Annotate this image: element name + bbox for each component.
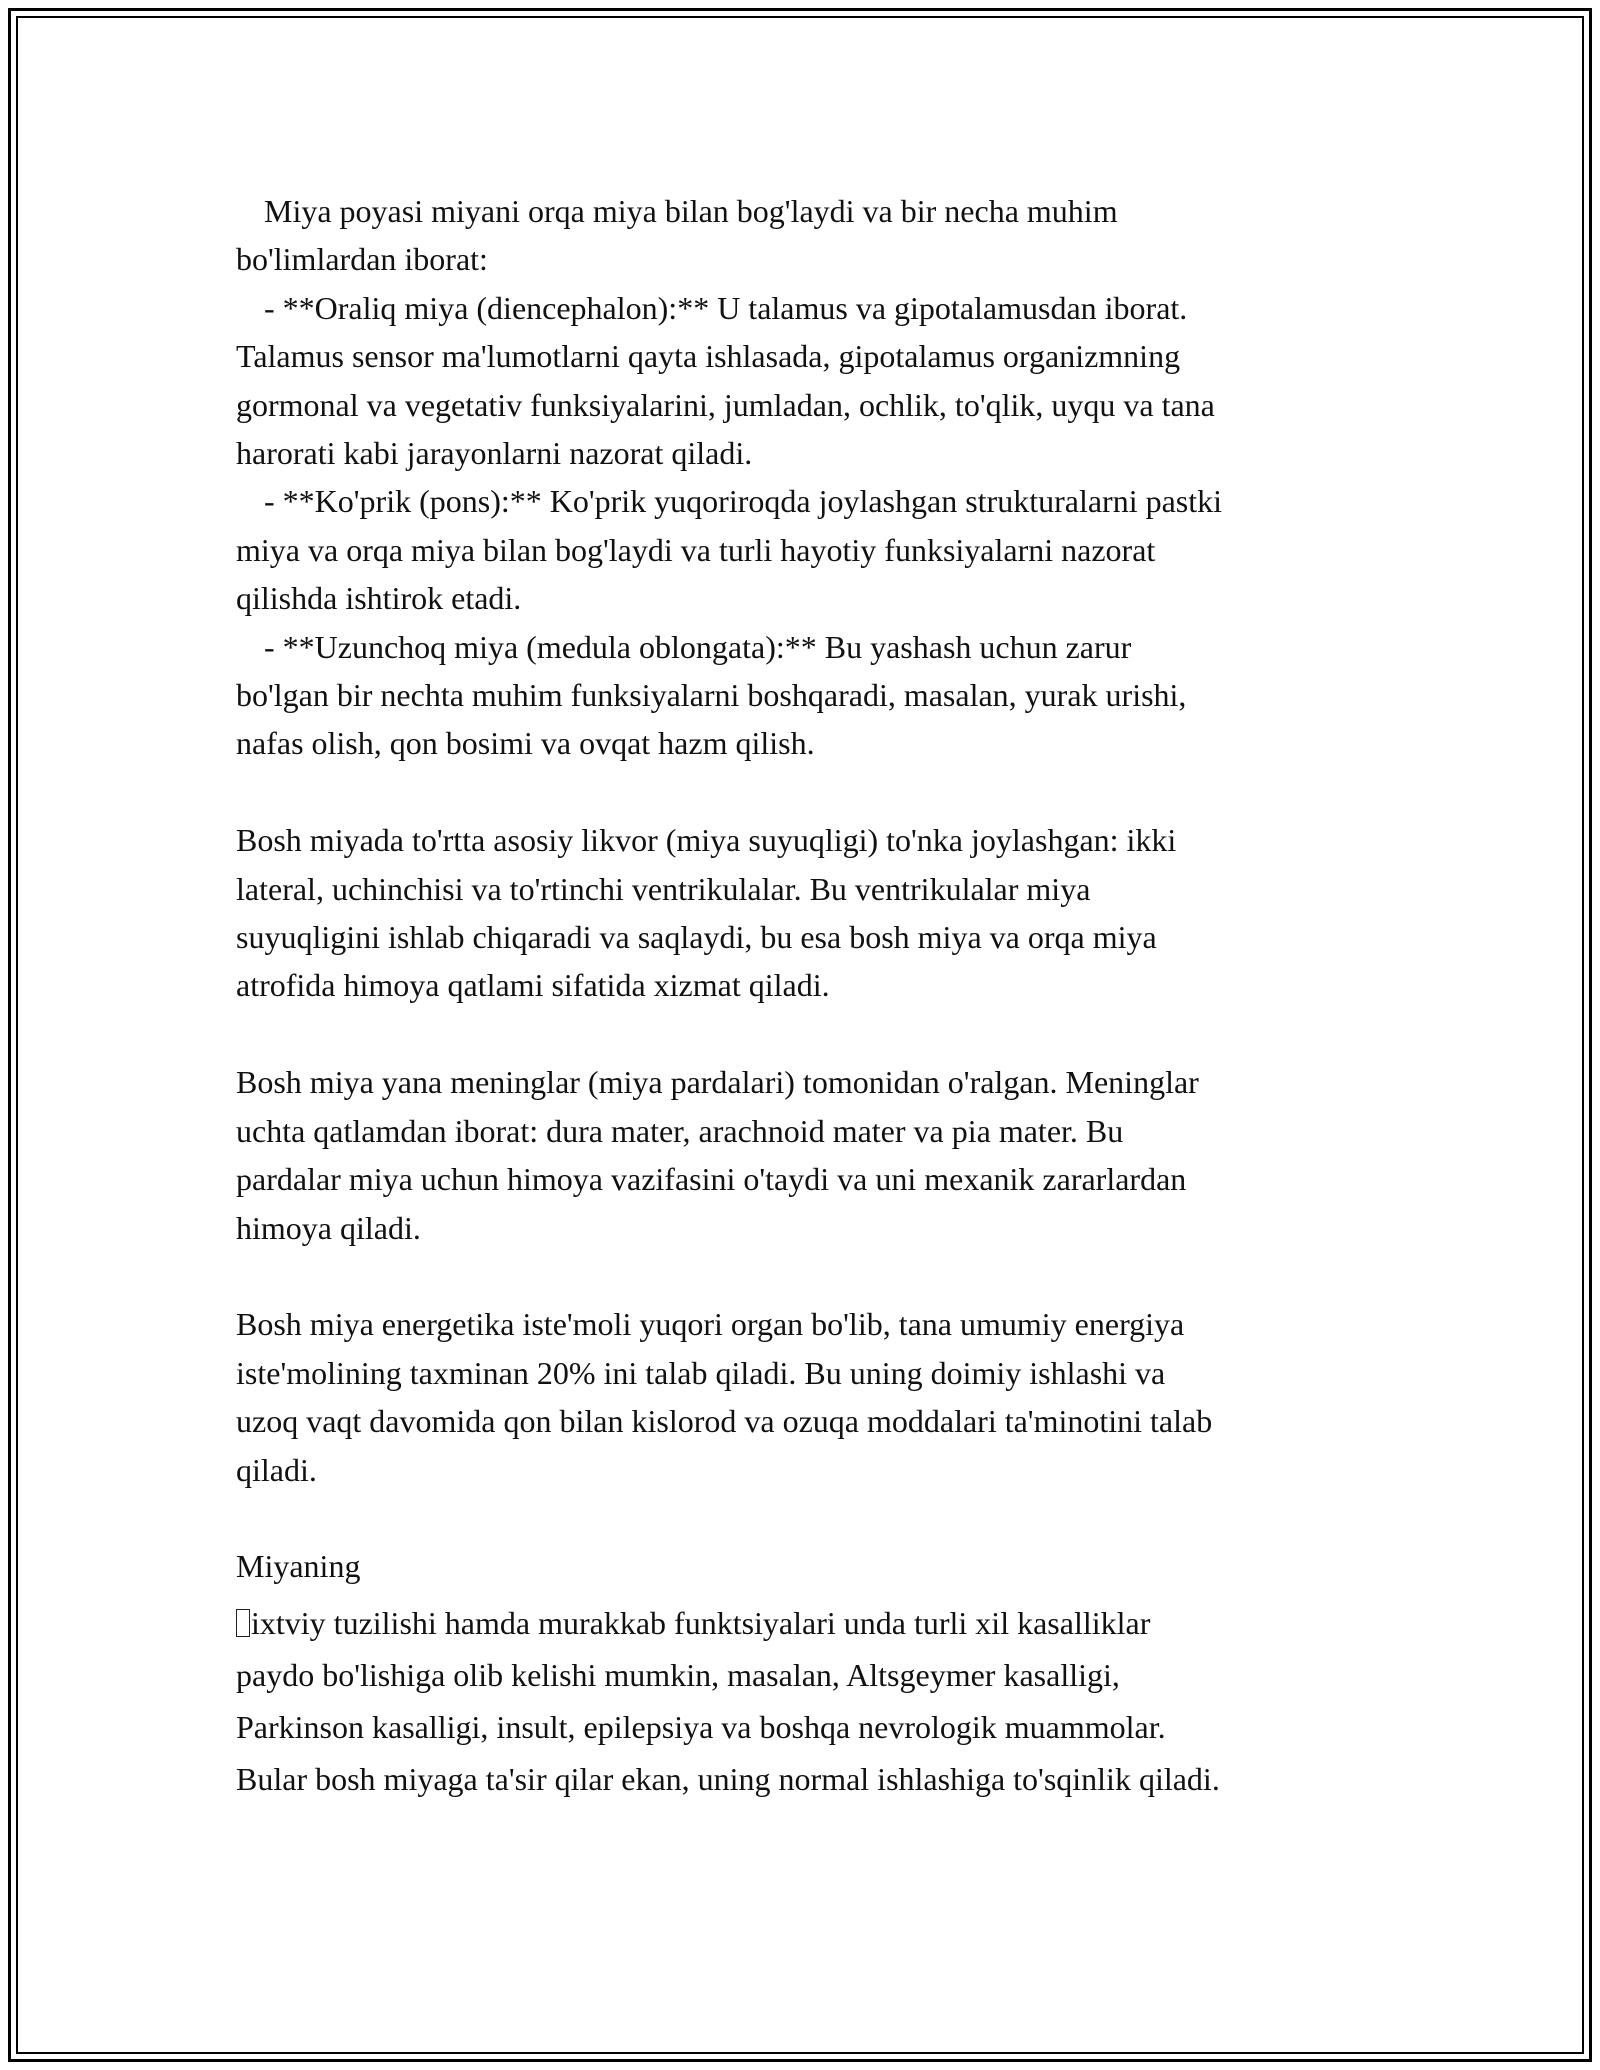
text-line: miya va orqa miya bilan bog'laydi va turli hayotiy funksiyalarni nazorat [236,531,1156,568]
text-line: suyuqligini ishlab chiqaradi va saqlaydi, bu esa bosh miya va orqa miya [236,919,1157,956]
paragraph-gap [236,1252,1366,1300]
text-line: Bular bosh miyaga ta'sir qilar ekan, uning normal ishlashiga to'sqinlik qiladi. [236,1760,1220,1797]
text-line: - **Ko'prik (pons):** Ko'prik yuqoriroqda joylashgan strukturalarni pastki [264,483,1223,520]
text-line: atrofida himoya qatlami sifatida xizmat qiladi. [236,967,830,1004]
missing-glyph-icon [236,1609,250,1637]
text-line: bo'limlardan iborat: [236,241,488,278]
text-line: harorati kabi jarayonlarni nazorat qiladi. [236,435,753,472]
text-line: Talamus sensor ma'lumotlarni qayta ishlasada, gipotalamus organizmning [236,338,1181,375]
text-line: gormonal va vegetativ funksiyalarini, jumladan, ochlik, to'qlik, uyqu va tana [236,386,1215,423]
text-line: iste'molining taxminan 20% ini talab qiladi. Bu uning doimiy ishlashi va [236,1354,1166,1391]
text-line: bo'lgan bir nechta muhim funksiyalarni boshqaradi, masalan, yurak urishi, [236,677,1187,714]
paragraph-brainstem-intro [236,187,1366,284]
text-line: pardalar miya uchun himoya vazifasini o'taydi va uni mexanik zararlardan [236,1161,1187,1198]
text-line: uzoq vaqt davomida qon bilan kislorod va ozuqa moddalari ta'minotini talab [236,1403,1213,1440]
text-line: uchta qatlamdan iborat: dura mater, arachnoid mater va pia mater. Bu [236,1112,1124,1149]
list-item-pons [236,477,1366,622]
text-line: - **Uzunchoq miya (medula oblongata):** Bu yashash uchun zarur [264,628,1132,665]
paragraph-gap [236,768,1366,816]
paragraph-energy [236,1300,1366,1494]
text-line: qiladi. [236,1451,317,1488]
text-fragment: ixtviy tuzilishi hamda murakkab funktsiyalari unda turli xil kasalliklar [251,1604,1151,1641]
text-line: Miyaning [236,1548,361,1585]
paragraph-gap [236,1494,1366,1542]
text-line: qilishda ishtirok etadi. [236,580,522,617]
text-line [236,1597,1366,1649]
list-item-medulla [236,623,1366,768]
document-body [236,187,1366,1805]
text-line: lateral, uchinchisi va to'rtinchi ventrikulalar. Bu ventrikulalar miya [236,870,1091,907]
text-line: Bosh miya energetika iste'moli yuqori organ bo'lib, tana umumiy energiya [236,1306,1185,1343]
paragraph-ventricles [236,816,1366,1010]
text-line: Bosh miya yana meninglar (miya pardalari) tomonidan o'ralgan. Meninglar [236,1064,1199,1101]
text-line: - **Oraliq miya (diencephalon):** U talamus va gipotalamusdan iborat. [264,289,1188,326]
text-line: Parkinson kasalligi, insult, epilepsiya va boshqa nevrologik muammolar. [236,1708,1166,1745]
text-line: nafas olish, qon bosimi va ovqat hazm qilish. [236,725,815,762]
paragraph-diseases [236,1542,1366,1804]
text-line: Bosh miyada to'rtta asosiy likvor (miya suyuqligi) to'nka joylashgan: ikki [236,822,1177,859]
paragraph-gap [236,1010,1366,1058]
paragraph-meninges [236,1058,1366,1252]
list-item-diencephalon [236,284,1366,478]
text-line: himoya qiladi. [236,1209,421,1246]
text-line: paydo bo'lishiga olib kelishi mumkin, masalan, Altsgeymer kasalligi, [236,1656,1120,1693]
text-line: Miya poyasi miyani orqa miya bilan bog'laydi va bir necha muhim [264,193,1118,229]
